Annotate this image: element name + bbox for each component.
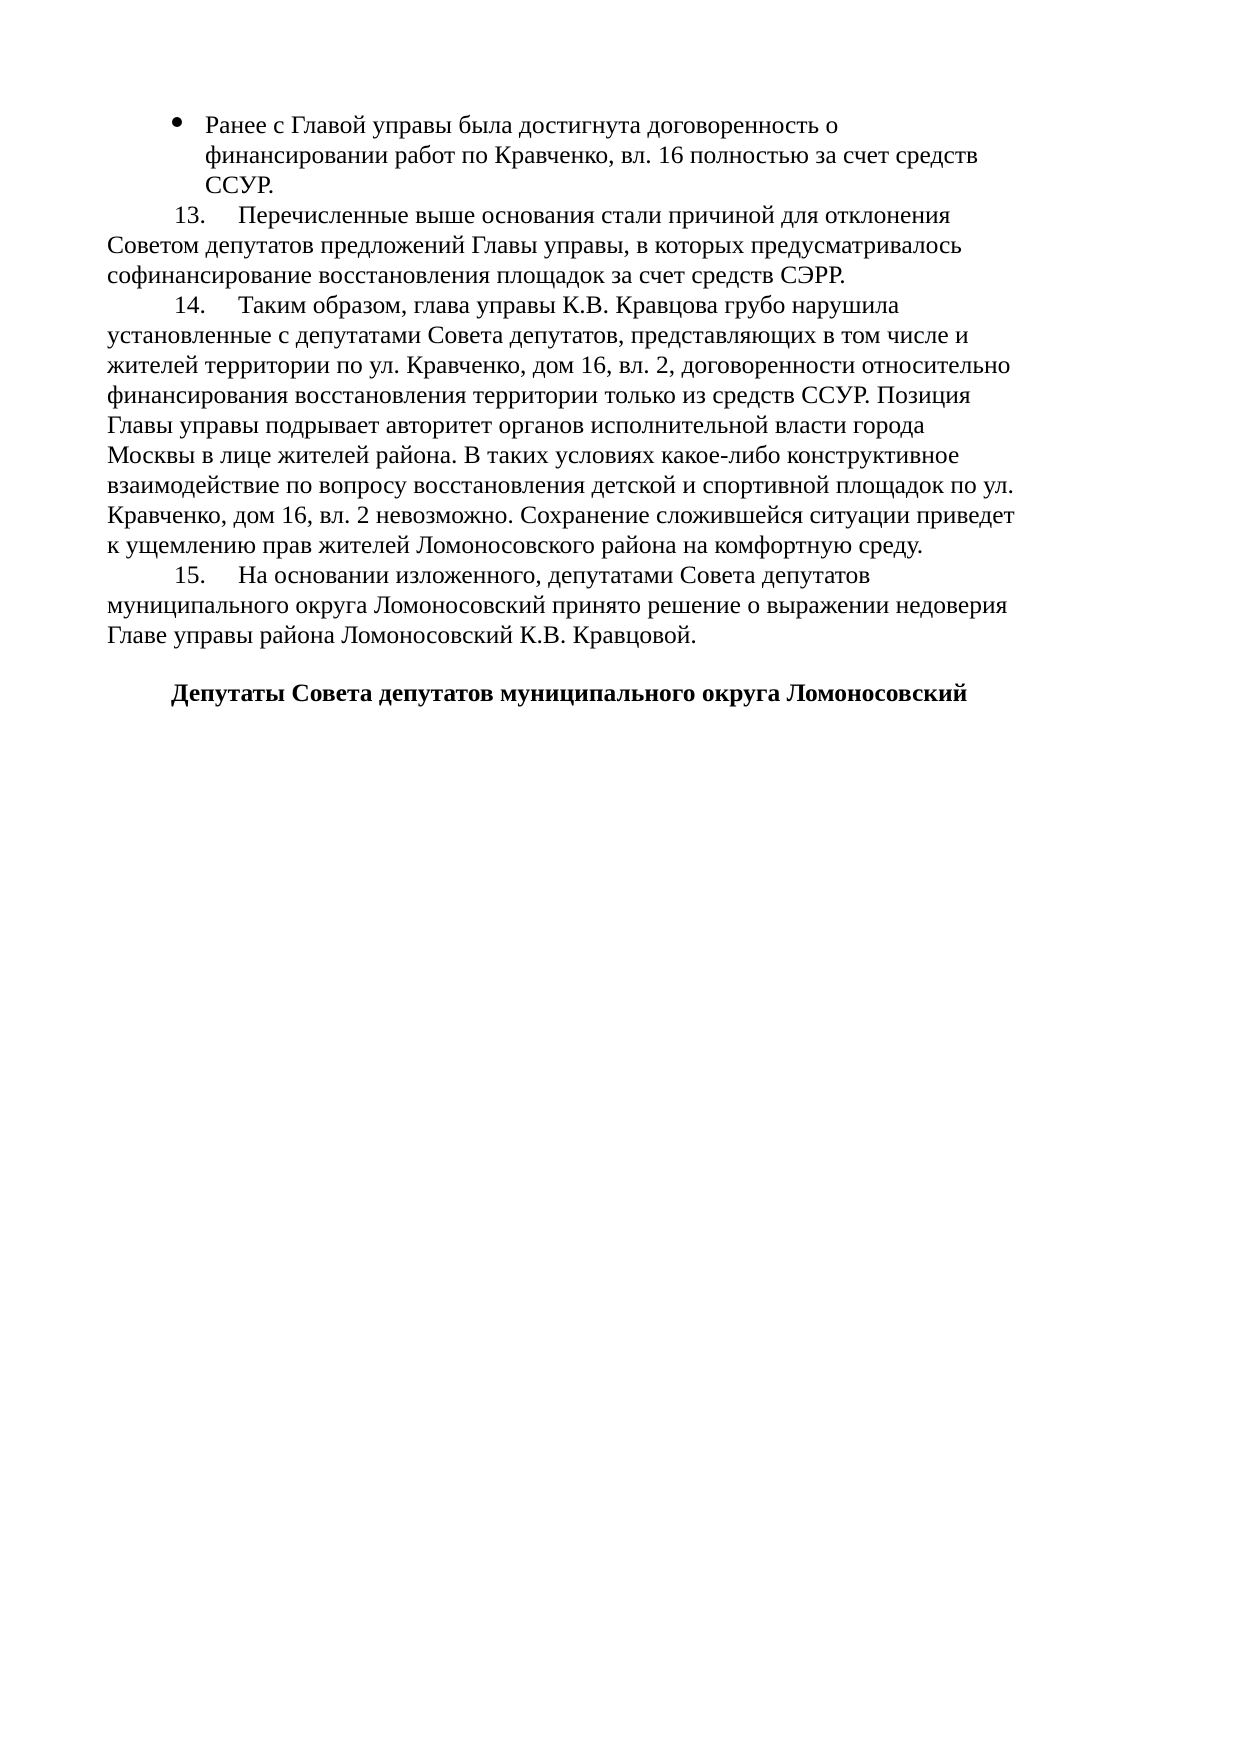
text-line: взаимодействие по вопросу восстановления детской и спортивной площадок по ул. [107,470,1014,499]
text-line: финансировании работ по Кравченко, вл. 16 полностью за счет средств [205,140,979,169]
text-line: Главе управы района Ломоносовский К.В. Кравцовой. [107,620,697,649]
text-line: софинансирование восстановления площадок за счет средств СЭРР. [107,260,846,289]
text-line: Ранее с Главой управы была достигнута договоренность о [205,110,839,139]
text-line: установленные с депутатами Совета депутатов, представляющих в том числе и [107,320,969,349]
text-line: Москвы в лице жителей района. В таких условиях какое-либо конструктивное [107,440,960,469]
paragraph-number: 13. [174,200,206,229]
text-line: На основании изложенного, депутатами Совета депутатов [238,560,871,589]
text-line: к ущемлению прав жителей Ломоносовского района на комфортную среду. [107,530,924,559]
signature-line: Депутаты Совета депутатов муниципального округа Ломоносовский [171,678,968,707]
text-line: ССУР. [205,170,275,199]
paragraph-number: 14. [174,290,206,319]
text-line: муниципального округа Ломоносовский принято решение о выражении недоверия [107,590,1008,619]
text-line: финансирования восстановления территории только из средств ССУР. Позиция [107,380,971,409]
text-line: Главы управы подрывает авторитет органов исполнительной власти города [107,410,925,439]
text-line: Кравченко, дом 16, вл. 2 невозможно. Сохранение сложившейся ситуации приведет [107,500,1015,529]
text-line: Перечисленные выше основания стали причиной для отклонения [238,200,951,229]
text-line: Советом депутатов предложений Главы управы, в которых предусматривалось [107,230,962,259]
text-line: Таким образом, глава управы К.В. Кравцова грубо нарушила [238,290,900,319]
text-line: жителей территории по ул. Кравченко, дом 16, вл. 2, договоренности относительно [107,350,1011,379]
bullet-icon [172,117,182,127]
paragraph-number: 15. [174,560,206,589]
